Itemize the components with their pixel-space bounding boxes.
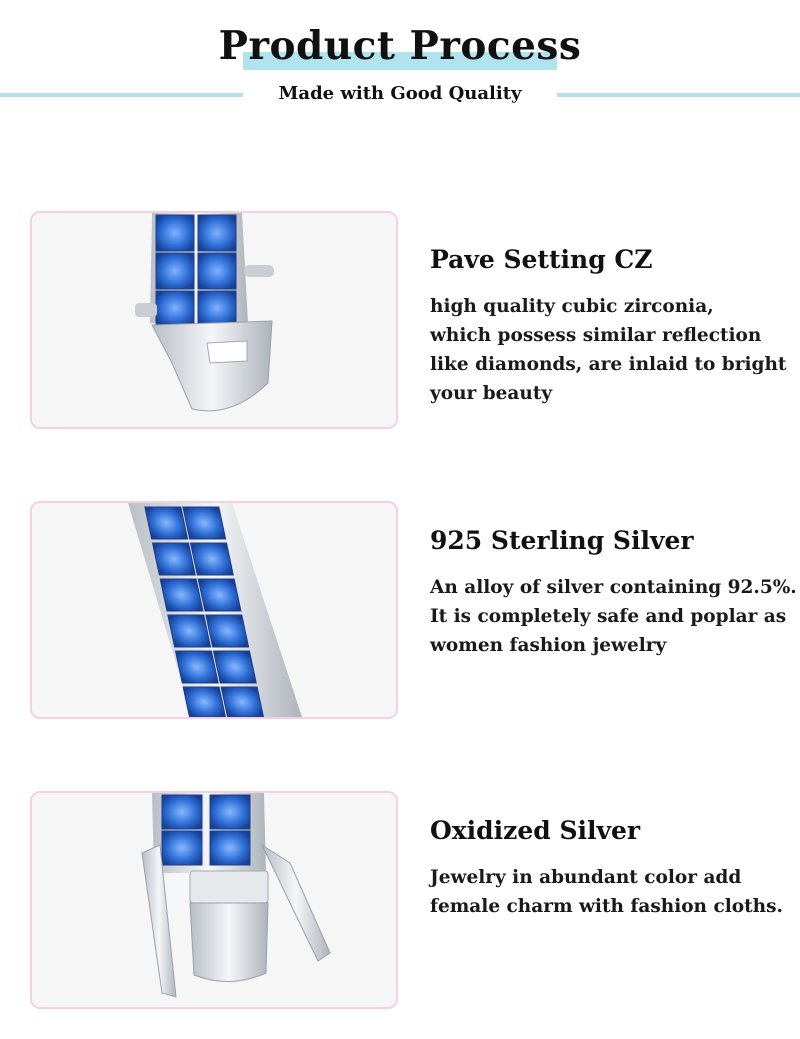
page-header: [0, 0, 800, 120]
description-line: female charm with fashion cloths.: [430, 896, 783, 917]
description-line: which possess similar reflection: [430, 325, 762, 346]
feature-image-links: [30, 501, 398, 719]
description-line: Jewelry in abundant color add: [430, 867, 742, 888]
feature-title: Pave Setting CZ: [430, 245, 653, 274]
page-subtitle: Made with Good Quality: [278, 83, 522, 104]
title-wrap: [0, 20, 800, 72]
description-line: An alloy of silver containing 92.5%.: [430, 577, 797, 598]
feature-pave-setting: [0, 211, 800, 431]
feature-sterling-silver: [0, 501, 800, 721]
description-line: your beauty: [430, 383, 553, 404]
feature-description: [430, 863, 783, 921]
description-line: women fashion jewelry: [430, 635, 667, 656]
feature-title: Oxidized Silver: [430, 816, 641, 845]
feature-description: [430, 573, 797, 660]
feature-oxidized-silver: [0, 791, 800, 1011]
description-line: high quality cubic zirconia,: [430, 296, 714, 317]
page-title: Product Process: [218, 23, 582, 69]
feature-image-box-clasp: [30, 791, 398, 1009]
feature-description: [430, 292, 787, 408]
feature-title: 925 Sterling Silver: [430, 526, 694, 555]
description-line: It is completely safe and poplar as: [430, 606, 787, 627]
description-line: like diamonds, are inlaid to bright: [430, 354, 787, 375]
feature-image-clasp: [30, 211, 398, 429]
